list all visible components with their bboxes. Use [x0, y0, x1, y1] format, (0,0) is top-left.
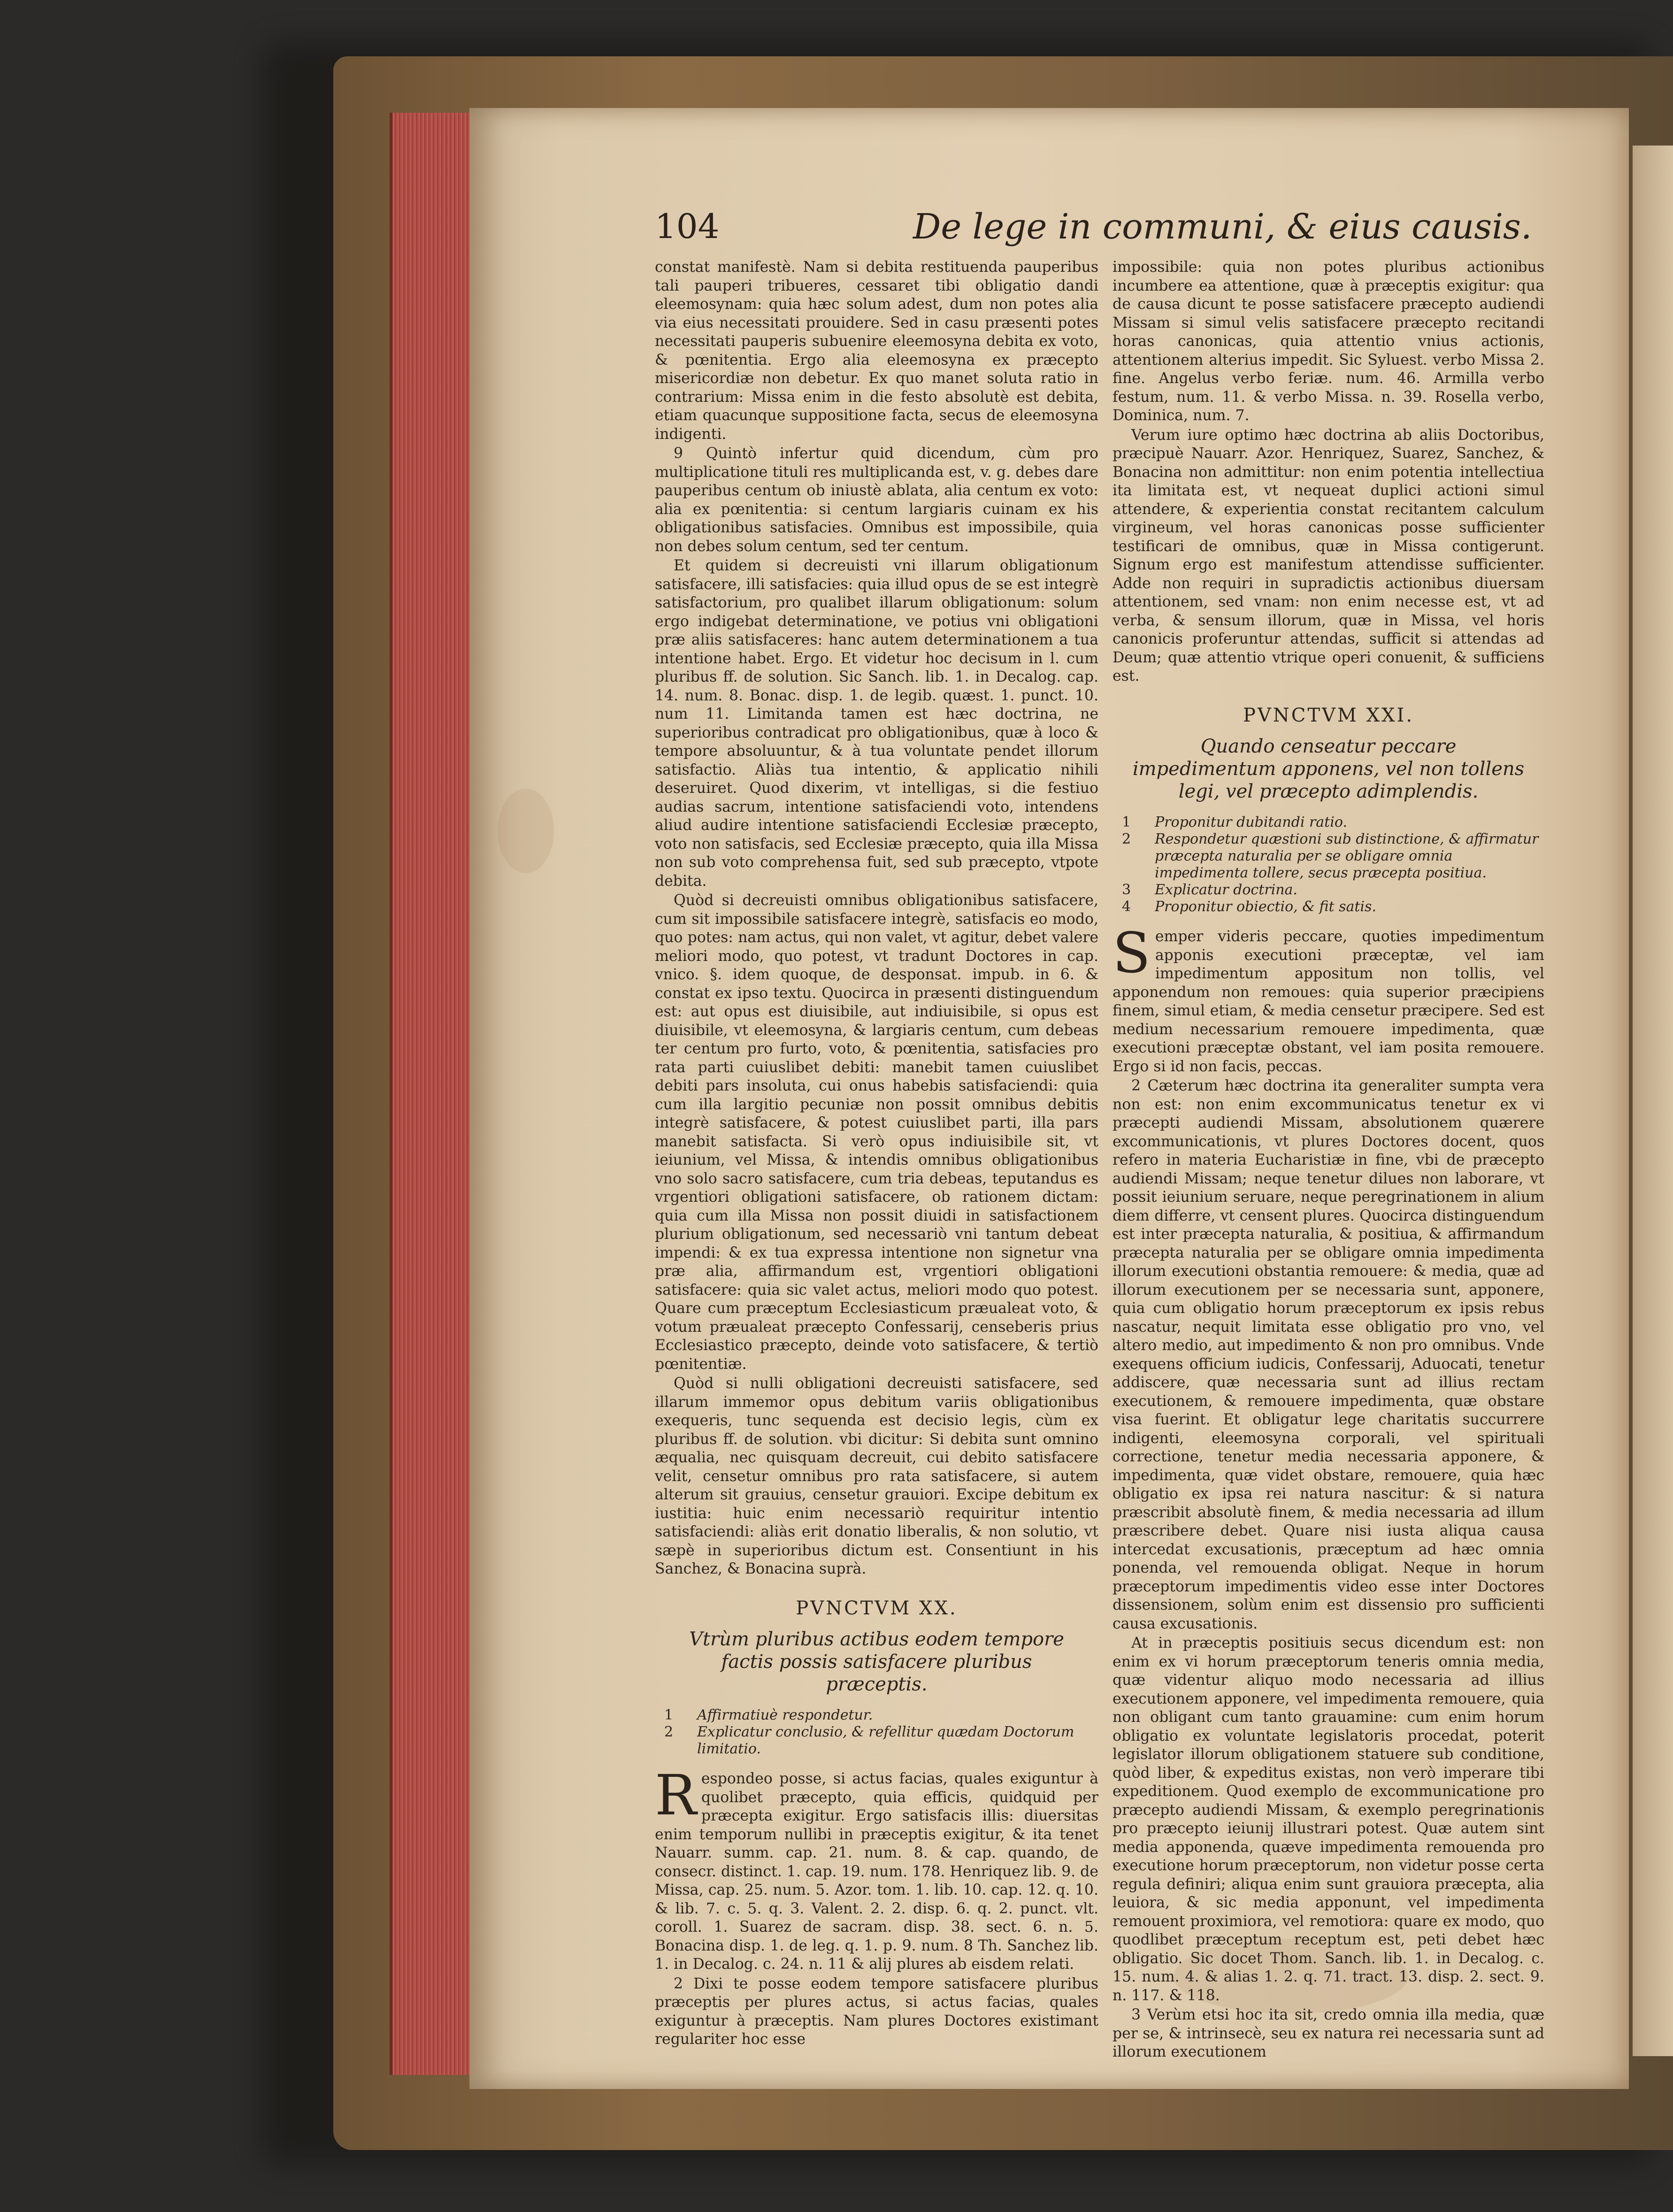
- synopsis-number: 4: [1122, 899, 1131, 915]
- synopsis-text: Respondetur quæstioni sub distinctione, & affirmatur præcepta naturalia per se obligare omnia impedimenta tollere, secus præcepta positiua.: [1155, 831, 1539, 881]
- synopsis-text: Proponitur obiectio, & fit satis.: [1155, 899, 1376, 915]
- paragraph: [1113, 921, 1544, 1076]
- section-question: Quando censeatur peccare impedimentum apponens, vel non tollens legi, vel præcepto adimplendis.: [1132, 736, 1525, 802]
- section-question: Vtrùm pluribus actibus eodem tempore factis possis satisfacere pluribus præceptis.: [689, 1628, 1064, 1695]
- synopsis-item: [655, 1707, 1098, 1724]
- synopsis-number: 1: [664, 1707, 674, 1723]
- drop-cap: S: [1113, 921, 1151, 985]
- running-title: De lege in communi, & eius causis.: [913, 207, 1532, 247]
- synopsis-text: Proponitur dubitandi ratio.: [1155, 814, 1347, 830]
- left-column: [655, 258, 1098, 2050]
- page-number: 104: [655, 207, 720, 246]
- synopsis-item: [1113, 882, 1544, 899]
- section-heading: PVNCTVM XX.: [796, 1597, 958, 1619]
- synopsis-number: 2: [664, 1724, 674, 1740]
- section-synopsis: [655, 1707, 1098, 1758]
- synopsis-text: Explicatur conclusio, & refellitur quædam Doctorum limitatio.: [697, 1724, 1074, 1757]
- paragraph: Quòd si nulli obligationi decreuisti satisfacere, sed illarum immemor opus debitum variis obligationibus exequeris, tunc sequenda est decisio legis, cùm ex pluribus ff. de solution. vbi dicitur: Si debita sunt omnino æqualia, nec quisquam decreuit, cui debito satisfacere velit, censetur omnibus pro rata satisfacere, si autem alterum sit grauius, censetur grauiori. Excipe debitum ex iustitia: huic enim necessariò requiritur intentio satisfaciendi: aliàs erit donatio liberalis, & non solutio, vt sæpè in superioribus dictum est. Consentiunt in his Sanchez, & Bonacina suprà.: [655, 1375, 1098, 1577]
- paragraph: At in præceptis positiuis secus dicendum est: non enim ex vi horum præceptorum teneris omnia media, quæ videntur aliquo modo necessaria ad illius executionem apponere, vel impedimenta remouere, quia non obligant cum tanto grauamine: cum enim horum obligatio ex voluntate legislatoris procedat, poterit legislator illorum obligationem statuere sub conditione, quòd liber, & expeditus existas, non verò imperare tibi expeditionem. Quod exemplo de excommunicatione pro præcepto audiendi Missam, & exemplo peregrinationis pro præcepto ieiunij illustrari potest. Quæ autem sint media apponenda, quæve impedimenta remouenda pro executione horum præceptorum, non videtur posse certa regula definiri; aliqua enim sunt grauiora præcepta, alia leuiora, & sic media apponunt, vel impedimenta remouent proximiora, vel remotiora: quare ex modo, quo quodlibet præceptum receptum est, peti debet hæc obligatio. Sic docet Thom. Sanch. lib. 1. in Decalog. c. 15. num. 4. & alias 1. 2. q. 71. tract. 13. disp. 2. sect. 9. n. 117. & 118.: [1113, 1635, 1544, 2004]
- drop-cap: R: [655, 1763, 697, 1828]
- right-column: [1113, 258, 1544, 2063]
- synopsis-text: Affirmatiuè respondetur.: [697, 1707, 873, 1723]
- paragraph-text: espondeo posse, si actus facias, quales exiguntur à quolibet præcepto, quia efficis, quidquid per præcepta exigitur. Ergo satisfacis illis: diuersitas enim temporum nullibi in præceptis exigitur, & ita tenet Nauarr. summ. cap. 21. num. 8. & cap. quando, de consecr. distinct. 1. cap. 19. num. 178. Henriquez lib. 9. de Missa, cap. 25. num. 5. Azor. tom. 1. lib. 10. cap. 12. q. 10. & lib. 7. c. 5. q. 3. Valent. 2. 2. disp. 6. q. 2. punct. vlt. coroll. 1. Suarez de sacram. disp. 38. sect. 6. n. 5. Bonacina disp. 1. de leg. q. 1. p. 9. num. 8 Th. Sanchez lib. 1. in Decalog. c. 24. n. 11 & alij plures ab eisdem relati.: [655, 1770, 1098, 1973]
- paragraph: Et quidem si decreuisti vni illarum obligationum satisfacere, illi satisfacies: quia illud opus de se est integrè satisfactorium, pro qualibet illarum obligationum: solum ergo indigebat determinatione, ve potius vni obligationi præ aliis satisfaceres: hanc autem determinationem a tua intentione habet. Ergo. Et videtur hoc decisum in l. cum pluribus ff. de solution. Sic Sanch. lib. 1. in Decalog. cap. 14. num. 8. Bonac. disp. 1. de legib. quæst. 1. punct. 10. num 11. Limitanda tamen est hæc doctrina, ne superioribus contradicat pro obligationibus, quæ à loco & tempore absoluuntur, & à tua voluntate pendet illorum satisfactio. Aliàs tua intentio, & applicatio nihili deseruiret. Quod dixerim, vt intelligas, si die festiuo audias sacrum, intentione satisfaciendi voto, intendens aliud audire intentione satisfaciendi Ecclesiæ præcepto, voto non satisfacis, sed Ecclesiæ præcepto, quia illa Missa non sub voto comprehensa fuit, sed sub præcepto, vtpote debita.: [655, 557, 1098, 890]
- synopsis-number: 1: [1122, 814, 1131, 830]
- paragraph: impossibile: quia non potes pluribus actionibus incumbere ea attentione, quæ à præceptis exigitur: qua de causa dicunt te posse satisfacere præcepto audiendi Missam si simul velis satisfacere præcepto recitandi horas canonicas, quia attentio vnius actionis, attentionem alterius impedit. Sic Syluest. verbo Missa 2. fine. Angelus verbo feriæ. num. 46. Armilla verbo festum, num. 11. & verbo Missa. n. 39. Rosella verbo, Dominica, num. 7.: [1113, 259, 1544, 424]
- paragraph: [655, 1763, 1098, 1974]
- paragraph: 2 Dixi te posse eodem tempore satisfacere pluribus præceptis per plures actus, si actus facias, quales exiguntur à præceptis. Nam plures Doctores existimant regulariter hoc esse: [655, 1975, 1098, 2048]
- paper-stain: [498, 789, 554, 873]
- section-heading: PVNCTVM XXI.: [1243, 704, 1414, 726]
- facing-page-edge: [1633, 146, 1673, 2056]
- synopsis-item: [1113, 831, 1544, 882]
- synopsis-item: [1113, 814, 1544, 831]
- paragraph: Verum iure optimo hæc doctrina ab aliis Doctoribus, præcipuè Nauarr. Azor. Henriquez, Suarez, Sanchez, & Bonacina non admittitur: non enim potentia intellectiua ita limitata est, vt nequeat duplici actioni simul attendere, & experientia constat recitantem calculum virgineum, vel horas canonicas posse sufficienter testificari de omnibus, quæ in Missa contigerunt. Signum ergo est manifestum attendisse sufficienter. Adde non requiri in supradictis actionibus diuersam attentionem, sed vnam: non enim necesse est, vt ad verba, & sensum illorum, quæ in Missa, vel horis canonicis proferuntur attendas, sufficit si attendas ad Deum; quæ attentio vtrique operi conuenit, & sufficiens est.: [1113, 426, 1544, 684]
- paragraph: 9 Quintò infertur quid dicendum, cùm pro multiplicatione tituli res multiplicanda est, v. g. debes dare pauperibus centum ob iniustè ablata, alia centum ex voto: alia ex pœnitentia: si centum largiaris cuinam ex his obligationibus satisfacies. Omnibus est impossibile, quia non debes solum centum, sed ter centum.: [655, 445, 1098, 555]
- running-header: [655, 207, 1537, 258]
- section-synopsis: [1113, 814, 1544, 915]
- paragraph: constat manifestè. Nam si debita restituenda pauperibus tali pauperi tribueres, cessaret tibi obligatio dandi eleemosynam: quia hæc solum adest, dum non potes alia via eius necessitati prouidere. Sed in casu præsenti potes necessitati pauperis subuenire eleemosyna debita ex voto, & pœnitentia. Ergo alia eleemosyna ex præcepto misericordiæ non debetur. Ex quo manet soluta ratio in contrarium: Missa enim in die festo absolutè est debita, etiam quacunque suppositione facta, secus de eleemosyna indigenti.: [655, 259, 1098, 443]
- synopsis-number: 2: [1122, 831, 1131, 847]
- paragraph: 2 Cæterum hæc doctrina ita generaliter sumpta vera non est: non enim excommunicatus tenetur ex vi præcepti audiendi Missam, absolutionem quærere excommunicationis, vt plures Doctores docent, quos refero in materia Eucharistiæ in fine, vbi de præcepto audiendi Missam; neque tenetur dilues non laborare, vt possit ieiunium seruare, neque peregrinationem in alium diem differre, vt censent plures. Quocirca distinguendum est inter præcepta naturalia, & positiua, & affirmandum præcepta naturalia per se obligare omnia impedimenta illorum executioni obstantia remouere: & media, quæ ad illorum executionem per se necessaria sunt, apponere, quia cum obligatio horum præceptorum ex ipsis rebus nascatur, nequit limitata esse obligatio pro vno, vel altero medio, aut impedimento & non pro omnibus. Vnde exequens officium iudicis, Confessarij, Aduocati, tenetur addiscere, quæ necessaria sunt ad illius rectam executionem, & remouere impedimenta, quæ obstare visa fuerint. Et obligatur lege charitatis succurrere indigenti, eleemosyna corporali, vel spirituali correctione, tenetur media necessaria apponere, & impedimenta, quæ videt obstare, remouere, quia hæc obligatio ex ipsa rei natura nascitur: & si natura præscribit absolutè finem, & media necessaria ad illum præscribere debet. Quare nisi iusta aliqua causa intercedat excusationis, præceptum ad hæc omnia ponenda, vel remouenda obligat. Neque in horum præceptorum impedimentis video esse inter Doctores dissensionem, solùm enim est dissensio pro sufficienti causa excusationis.: [1113, 1077, 1544, 1632]
- paragraph-text: emper videris peccare, quoties impedimentum apponis executioni præceptæ, vel iam impedimentum appositum non tollis, vel apponendum non remoues: quia superior præcipiens finem, simul etiam, & media censetur præcipere. Sed est medium necessarium remouere impedimenta, quæ executioni præceptæ obstant, vel iam posita remouere. Ergo si id non facis, peccas.: [1113, 928, 1544, 1075]
- synopsis-number: 3: [1122, 882, 1131, 898]
- synopsis-item: [655, 1724, 1098, 1758]
- synopsis-item: [1113, 899, 1544, 915]
- paragraph: Quòd si decreuisti omnibus obligationibus satisfacere, cum sit impossibile satisfacere integrè, satisfacis eo modo, quo potes: nam actus, qui non valet, vt agitur, debet valere meliori modo, quo potest, vt tradunt Doctores in cap. vnico. §. idem quoque, de desponsat. impub. in 6. & constat ex ipso textu. Quocirca in præsenti distinguendum est: aut opus est diuisibile, aut indiuisibile, si opus est diuisibile, vt eleemosyna, & largiaris centum, cum debeas ter centum pro furto, voto, & pœnitentia, satisfacies pro rata parti cuiuslibet debiti: manebit tamen cuiuslibet debiti pars insoluta, cui onus habebis satisfaciendi: quia cum illa largitio pecuniæ non possit omnibus debitis integrè satisfacere, & potest cuiuslibet parti, illa pars manebit satisfacta. Si verò opus indiuisibile sit, vt ieiunium, vel Missa, & intendis omnibus obligationibus vno solo sacro satisfacere, cum tria debeas, teputandus es vrgentiori obligationi satisfacere, ob rationem dictam: quia cum illa Missa non possit diuidi in satisfactionem plurium obligationum, sed necessariò vni tantum debeat impendi: & ex tua expressa intentione non signetur vna præ alia, affirmandum est, vrgentiori obligationi satisfacere: quia sic valet actus, meliori modo quo potest. Quare cum præceptum Ecclesiasticum præualeat voto, & votum præualeat præcepto Confessarij, censeberis prius Ecclesiastico præcepto, deinde voto satisfacere, & tertiò pœnitentiæ.: [655, 892, 1098, 1373]
- paragraph: 3 Verùm etsi hoc ita sit, credo omnia illa media, quæ per se, & intrinsecè, seu ex natura rei necessaria sunt ad illorum executionem: [1113, 2006, 1544, 2060]
- synopsis-text: Explicatur doctrina.: [1155, 882, 1297, 898]
